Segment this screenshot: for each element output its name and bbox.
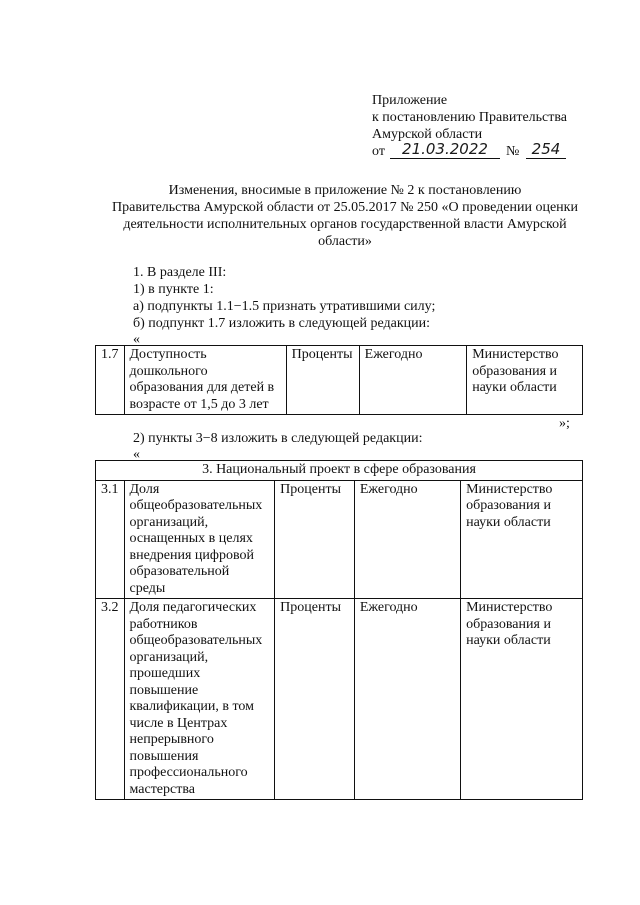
header-appendix: Приложение — [372, 93, 448, 108]
paragraph: б) подпункт 1.7 изложить в следующей редакции: — [133, 316, 430, 331]
open-quote: « — [133, 332, 140, 347]
section-header-row — [96, 461, 583, 481]
table-row — [96, 599, 583, 800]
indicator-name: Доля педагогических работников общеобразовательных организаций, прошедших повышение квалификации, в том числе в Центрах непрерывного повышения профессионального мастерства — [124, 599, 275, 800]
paragraph: 1) в пункте 1: — [133, 282, 214, 297]
row-number: 3.2 — [96, 599, 125, 800]
close-quote: »; — [559, 416, 570, 431]
table-row — [96, 480, 583, 599]
unit-cell: Проценты — [275, 480, 355, 599]
row-number: 3.1 — [96, 480, 125, 599]
indicator-name: Доступность дошкольного образования для детей в возрасте от 1,5 до 3 лет — [124, 346, 286, 415]
header-region: Амурской области — [372, 127, 483, 142]
open-quote: « — [133, 447, 140, 462]
title-line: области» — [318, 234, 372, 249]
period-cell: Ежегодно — [359, 346, 467, 415]
ministry-cell: Министерство образования и науки области — [461, 480, 583, 599]
unit-cell: Проценты — [275, 599, 355, 800]
table-row — [96, 346, 583, 415]
doc-title — [95, 182, 595, 250]
header-resolution: к постановлению Правительства — [372, 110, 568, 125]
header-number-label: № — [506, 144, 520, 159]
indicator-name: Доля общеобразовательных организаций, оснащенных в целях внедрения цифровой образовательной среды — [124, 480, 275, 599]
paragraph: а) подпункты 1.1−1.5 признать утратившими силу; — [133, 299, 436, 314]
row-number: 1.7 — [96, 346, 125, 415]
period-cell: Ежегодно — [354, 480, 460, 599]
paragraph: 1. В разделе III: — [133, 265, 227, 280]
title-line: деятельности исполнительных органов государственной власти Амурской — [123, 217, 567, 232]
handwritten-date: 21.03.2022 — [390, 140, 500, 159]
title-line: Правительства Амурской области от 25.05.2017 № 250 «О проведении оценки — [112, 200, 578, 215]
section-title: 3. Национальный проект в сфере образования — [96, 461, 583, 481]
paragraph: 2) пункты 3−8 изложить в следующей редакции: — [133, 431, 423, 446]
period-cell: Ежегодно — [354, 599, 460, 800]
indicator-table-1 — [95, 345, 583, 415]
ministry-cell: Министерство образования и науки области — [467, 346, 583, 415]
unit-cell: Проценты — [286, 346, 359, 415]
ministry-cell: Министерство образования и науки области — [461, 599, 583, 800]
handwritten-number: 254 — [526, 140, 566, 159]
header-from-label: от — [372, 144, 385, 159]
title-line: Изменения, вносимые в приложение № 2 к постановлению — [168, 183, 522, 198]
indicator-table-2 — [95, 460, 583, 800]
